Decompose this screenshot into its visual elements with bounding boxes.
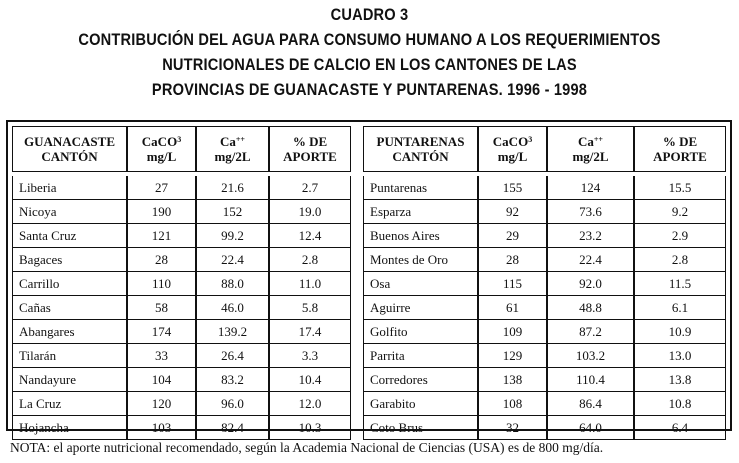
guanacaste-caco3-cell: 28 [127, 248, 196, 272]
header-aporte [269, 126, 351, 172]
puntarenas-canton-cell: Golfito [363, 320, 478, 344]
footnote: NOTA: el aporte nutricional recomendado, según la Academia Nacional de Ciencias (USA) es de 800 mg/día. [10, 440, 604, 455]
puntarenas-canton-cell: Coto Brus [363, 416, 478, 440]
header-caco-label: CaCO [492, 134, 529, 149]
puntarenas-ca-cell: 110.4 [547, 368, 634, 392]
puntarenas-aporte-cell: 13.0 [634, 344, 726, 368]
guanacaste-caco3-cell: 121 [127, 224, 196, 248]
guanacaste-ca-cell: 152 [196, 200, 269, 224]
puntarenas-aporte-cell: 15.5 [634, 176, 726, 200]
puntarenas-caco3-cell: 115 [478, 272, 547, 296]
table-row [12, 416, 726, 440]
puntarenas-canton-cell: Corredores [363, 368, 478, 392]
table-row [12, 176, 726, 200]
puntarenas-aporte-cell: 2.9 [634, 224, 726, 248]
guanacaste-ca-cell: 83.2 [196, 368, 269, 392]
puntarenas-caco3-cell: 61 [478, 296, 547, 320]
column-spacer [351, 272, 363, 296]
header-caco3 [127, 126, 196, 172]
header-province-guanacaste: GUANACASTE [23, 134, 115, 149]
guanacaste-ca-cell: 22.4 [196, 248, 269, 272]
column-spacer [351, 368, 363, 392]
guanacaste-caco3-cell: 58 [127, 296, 196, 320]
header-row [12, 126, 726, 172]
guanacaste-aporte-cell: 2.7 [269, 176, 351, 200]
header-aporte-label: APORTE [283, 149, 337, 164]
puntarenas-canton-cell: Garabito [363, 392, 478, 416]
header-province-puntarenas: PUNTARENAS [376, 134, 465, 149]
guanacaste-aporte-cell: 5.8 [269, 296, 351, 320]
puntarenas-ca-cell: 22.4 [547, 248, 634, 272]
guanacaste-canton-cell: Carrillo [12, 272, 127, 296]
table-body [12, 176, 726, 440]
header-ca [196, 126, 269, 172]
table-row [12, 272, 726, 296]
guanacaste-aporte-cell: 10.4 [269, 368, 351, 392]
guanacaste-ca-cell: 96.0 [196, 392, 269, 416]
header-pct-label: % DE [292, 134, 328, 149]
column-spacer [351, 224, 363, 248]
guanacaste-aporte-cell: 10.3 [269, 416, 351, 440]
guanacaste-canton-cell: Nicoya [12, 200, 127, 224]
guanacaste-aporte-cell: 11.0 [269, 272, 351, 296]
puntarenas-aporte-cell: 2.8 [634, 248, 726, 272]
guanacaste-aporte-cell: 17.4 [269, 320, 351, 344]
guanacaste-canton-cell: Tilarán [12, 344, 127, 368]
puntarenas-caco3-cell: 155 [478, 176, 547, 200]
guanacaste-canton-cell: Cañas [12, 296, 127, 320]
table-number: CUADRO 3 [330, 5, 409, 24]
guanacaste-canton-cell: La Cruz [12, 392, 127, 416]
guanacaste-canton-cell: Nandayure [12, 368, 127, 392]
guanacaste-canton-cell: Bagaces [12, 248, 127, 272]
guanacaste-ca-cell: 99.2 [196, 224, 269, 248]
puntarenas-caco3-cell: 92 [478, 200, 547, 224]
guanacaste-aporte-cell: 2.8 [269, 248, 351, 272]
title-line-3: PROVINCIAS DE GUANACASTE Y PUNTARENAS. 1996 - 1998 [151, 80, 588, 99]
guanacaste-caco3-cell: 104 [127, 368, 196, 392]
header-ca-sup: ++ [593, 135, 603, 144]
table-row [12, 320, 726, 344]
header-caco-sup: 3 [177, 135, 182, 144]
guanacaste-caco3-cell: 190 [127, 200, 196, 224]
column-spacer [351, 248, 363, 272]
guanacaste-canton-cell: Abangares [12, 320, 127, 344]
puntarenas-aporte-cell: 13.8 [634, 368, 726, 392]
title-line-2: NUTRICIONALES DE CALCIO EN LOS CANTONES DE LAS [162, 55, 577, 74]
guanacaste-ca-cell: 26.4 [196, 344, 269, 368]
guanacaste-aporte-cell: 3.3 [269, 344, 351, 368]
guanacaste-caco3-cell: 33 [127, 344, 196, 368]
puntarenas-canton-cell: Aguirre [363, 296, 478, 320]
header-caco3 [478, 126, 547, 172]
puntarenas-ca-cell: 124 [547, 176, 634, 200]
header-canton-label: CANTÓN [392, 149, 449, 164]
puntarenas-caco3-cell: 29 [478, 224, 547, 248]
puntarenas-caco3-cell: 28 [478, 248, 547, 272]
column-spacer [351, 296, 363, 320]
table-row [12, 200, 726, 224]
puntarenas-ca-cell: 86.4 [547, 392, 634, 416]
puntarenas-canton-cell: Parrita [363, 344, 478, 368]
guanacaste-canton-cell: Liberia [12, 176, 127, 200]
table-row [12, 344, 726, 368]
table-row [12, 248, 726, 272]
guanacaste-caco3-cell: 110 [127, 272, 196, 296]
puntarenas-caco3-cell: 129 [478, 344, 547, 368]
puntarenas-ca-cell: 92.0 [547, 272, 634, 296]
header-ca-label: Ca [577, 134, 594, 149]
guanacaste-ca-cell: 21.6 [196, 176, 269, 200]
header-mgl-unit: mg/L [497, 149, 528, 164]
puntarenas-canton-cell: Esparza [363, 200, 478, 224]
guanacaste-caco3-cell: 174 [127, 320, 196, 344]
guanacaste-canton-cell: Santa Cruz [12, 224, 127, 248]
puntarenas-aporte-cell: 9.2 [634, 200, 726, 224]
table-row [12, 368, 726, 392]
guanacaste-ca-cell: 139.2 [196, 320, 269, 344]
header-mg2l-unit: mg/2L [214, 149, 251, 164]
header-canton-label: CANTÓN [41, 149, 98, 164]
puntarenas-canton-cell: Buenos Aires [363, 224, 478, 248]
header-mg2l-unit: mg/2L [572, 149, 609, 164]
puntarenas-ca-cell: 87.2 [547, 320, 634, 344]
puntarenas-caco3-cell: 138 [478, 368, 547, 392]
puntarenas-caco3-cell: 109 [478, 320, 547, 344]
header-aporte-label: APORTE [653, 149, 707, 164]
column-spacer [351, 392, 363, 416]
header-guanacaste-canton [12, 126, 127, 172]
guanacaste-canton-cell: Hojancha [12, 416, 127, 440]
guanacaste-caco3-cell: 103 [127, 416, 196, 440]
puntarenas-canton-cell: Puntarenas [363, 176, 478, 200]
guanacaste-aporte-cell: 19.0 [269, 200, 351, 224]
puntarenas-ca-cell: 23.2 [547, 224, 634, 248]
header-ca [547, 126, 634, 172]
guanacaste-caco3-cell: 27 [127, 176, 196, 200]
puntarenas-ca-cell: 73.6 [547, 200, 634, 224]
table-row [12, 296, 726, 320]
table-row [12, 224, 726, 248]
column-spacer [351, 320, 363, 344]
guanacaste-ca-cell: 82.4 [196, 416, 269, 440]
puntarenas-canton-cell: Montes de Oro [363, 248, 478, 272]
guanacaste-aporte-cell: 12.4 [269, 224, 351, 248]
header-ca-sup: ++ [235, 135, 245, 144]
puntarenas-ca-cell: 64.0 [547, 416, 634, 440]
puntarenas-caco3-cell: 32 [478, 416, 547, 440]
column-spacer [351, 200, 363, 224]
guanacaste-caco3-cell: 120 [127, 392, 196, 416]
puntarenas-ca-cell: 103.2 [547, 344, 634, 368]
column-spacer [351, 416, 363, 440]
header-aporte [634, 126, 726, 172]
title-line-1: CONTRIBUCIÓN DEL AGUA PARA CONSUMO HUMANO A LOS REQUERIMIENTOS [78, 30, 661, 49]
header-mgl-unit: mg/L [146, 149, 177, 164]
calcium-table [12, 126, 726, 440]
header-pct-label: % DE [662, 134, 698, 149]
column-spacer [351, 176, 363, 200]
guanacaste-ca-cell: 88.0 [196, 272, 269, 296]
guanacaste-aporte-cell: 12.0 [269, 392, 351, 416]
puntarenas-aporte-cell: 10.9 [634, 320, 726, 344]
puntarenas-ca-cell: 48.8 [547, 296, 634, 320]
puntarenas-aporte-cell: 6.1 [634, 296, 726, 320]
column-spacer [351, 344, 363, 368]
header-caco-sup: 3 [528, 135, 533, 144]
header-caco-label: CaCO [141, 134, 178, 149]
puntarenas-aporte-cell: 10.8 [634, 392, 726, 416]
puntarenas-caco3-cell: 108 [478, 392, 547, 416]
header-ca-label: Ca [219, 134, 236, 149]
puntarenas-aporte-cell: 6.4 [634, 416, 726, 440]
guanacaste-ca-cell: 46.0 [196, 296, 269, 320]
puntarenas-canton-cell: Osa [363, 272, 478, 296]
header-puntarenas-canton [363, 126, 478, 172]
column-spacer [351, 126, 363, 172]
puntarenas-aporte-cell: 11.5 [634, 272, 726, 296]
table-row [12, 392, 726, 416]
